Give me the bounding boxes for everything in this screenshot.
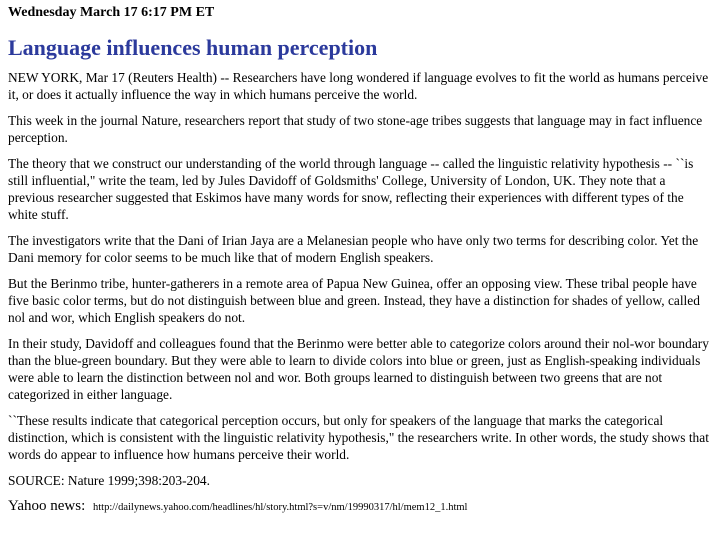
paragraph-1: NEW YORK, Mar 17 (Reuters Health) -- Researchers have long wondered if language evolves to fit the world as humans perceive it, or does it actually influence the way in which humans perceive the world. bbox=[8, 70, 709, 102]
paragraph-2: This week in the journal Nature, researchers report that study of two stone-age tribes suggests that language may in fact influence perception. bbox=[8, 113, 703, 145]
dateline: Wednesday March 17 6:17 PM ET bbox=[8, 5, 215, 20]
yahoo-news-line bbox=[8, 497, 712, 517]
paragraph-7: ``These results indicate that categorical perception occurs, but only for speakers of the language that marks the categorical distinction, which is consistent with the linguistic relativity hypothesis," the researchers write. In other words, the study shows that words do appear to influence how humans perceive their world. bbox=[8, 413, 709, 462]
article-headline: Language influences human perception bbox=[8, 35, 378, 60]
yahoo-news-label: Yahoo news: bbox=[8, 498, 86, 514]
yahoo-news-link[interactable]: http://dailynews.yahoo.com/headlines/hl/story.html?s=v/nm/19990317/hl/mem12_1.html bbox=[92, 502, 468, 513]
paragraph-4: The investigators write that the Dani of Irian Jaya are a Melanesian people who have only two terms for describing color. Yet the Dani memory for color seems to be much like that of modern English speakers. bbox=[8, 233, 699, 265]
source-citation: SOURCE: Nature 1999;398:203-204. bbox=[8, 473, 210, 488]
paragraph-5: But the Berinmo tribe, hunter-gatherers in a remote area of Papua New Guinea, offer an opposing view. These tribal people have five basic color terms, but do not distinguish between blue and green. Instead, they have a distinction for shades of yellow, called nol and wor, which English speakers do not. bbox=[8, 276, 700, 325]
paragraph-3: The theory that we construct our understanding of the world through language -- called the linguistic relativity hypothesis -- ``is still influential," write the team, led by Jules Davidoff of Goldsmiths' College, University of London, UK. They note that a previous researcher suggested that Eskimos have many words for snow, reflecting their experiences with different types of the white stuff. bbox=[8, 156, 694, 222]
paragraph-6: In their study, Davidoff and colleagues found that the Berinmo were better able to categorize colors around their nol-wor boundary than the blue-green boundary. But they were able to learn to divide colors into blue or green, just as English-speaking individuals were able to learn the distinction between nol and wor. Both groups learned to distinguish between two greens that are not categorized in either language. bbox=[8, 336, 709, 402]
